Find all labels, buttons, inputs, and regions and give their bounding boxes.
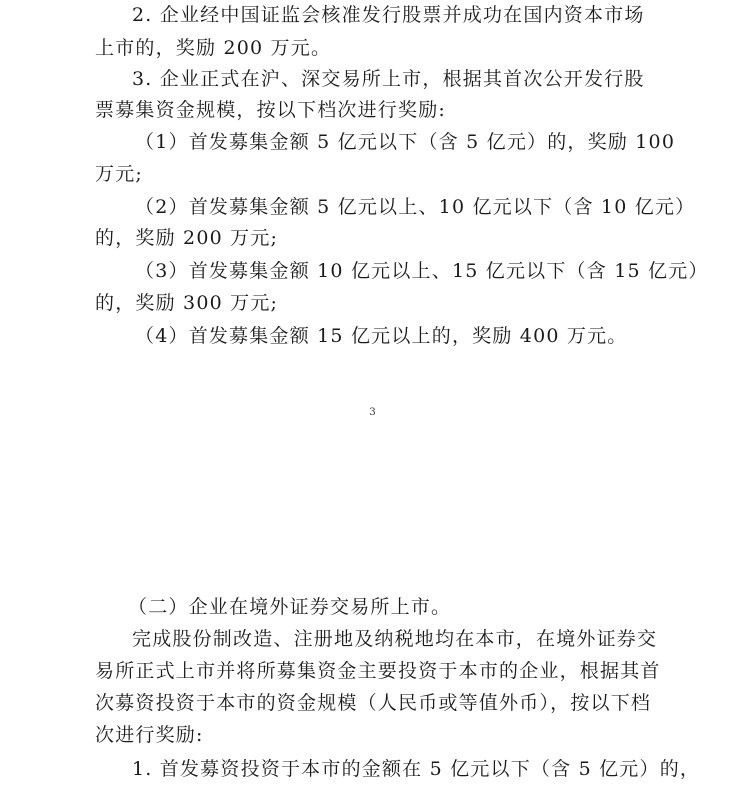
tier3-line2: 的，奖励 300 万元;	[95, 292, 279, 314]
section-b-para-line3: 次募资投资于本市的资金规模（人民币或等值外币），按以下档	[95, 692, 652, 714]
tier4-line1: （4）首发募集金额 15 亿元以上的，奖励 400 万元。	[135, 325, 628, 347]
section-b-para-line4: 次进行奖励:	[95, 724, 204, 746]
tier3-line1: （3）首发募集金额 10 亿元以上、15 亿元以下（含 15 亿元）	[135, 260, 709, 282]
section-b-para-line2: 易所正式上市并将所募集资金主要投资于本市的企业，根据其首	[95, 660, 661, 682]
section-b-item1-line1: 1. 首发募资投资于本市的金额在 5 亿元以下（含 5 亿元）的，	[132, 758, 701, 780]
section-b-para-line1: 完成股份制改造、注册地及纳税地均在本市，在境外证券交	[132, 628, 658, 650]
tier1-line2: 万元;	[95, 163, 144, 185]
tier2-line1: （2）首发募集金额 5 亿元以上、10 亿元以下（含 10 亿元）	[135, 196, 696, 218]
tier1-line1: （1）首发募集金额 5 亿元以下（含 5 亿元）的，奖励 100	[135, 131, 676, 153]
item2-line2: 上市的，奖励 200 万元。	[95, 37, 332, 59]
item2-line1: 2. 企业经中国证监会核准发行股票并成功在国内资本市场	[132, 4, 645, 26]
tier2-line2: 的，奖励 200 万元;	[95, 227, 279, 249]
section-b-heading: （二）企业在境外证券交易所上市。	[128, 596, 452, 618]
item3-line1: 3. 企业正式在沪、深交易所上市，根据其首次公开发行股	[132, 68, 645, 90]
page-number: 3	[369, 407, 376, 418]
item3-line2: 票募集资金规模，按以下档次进行奖励:	[95, 99, 447, 121]
